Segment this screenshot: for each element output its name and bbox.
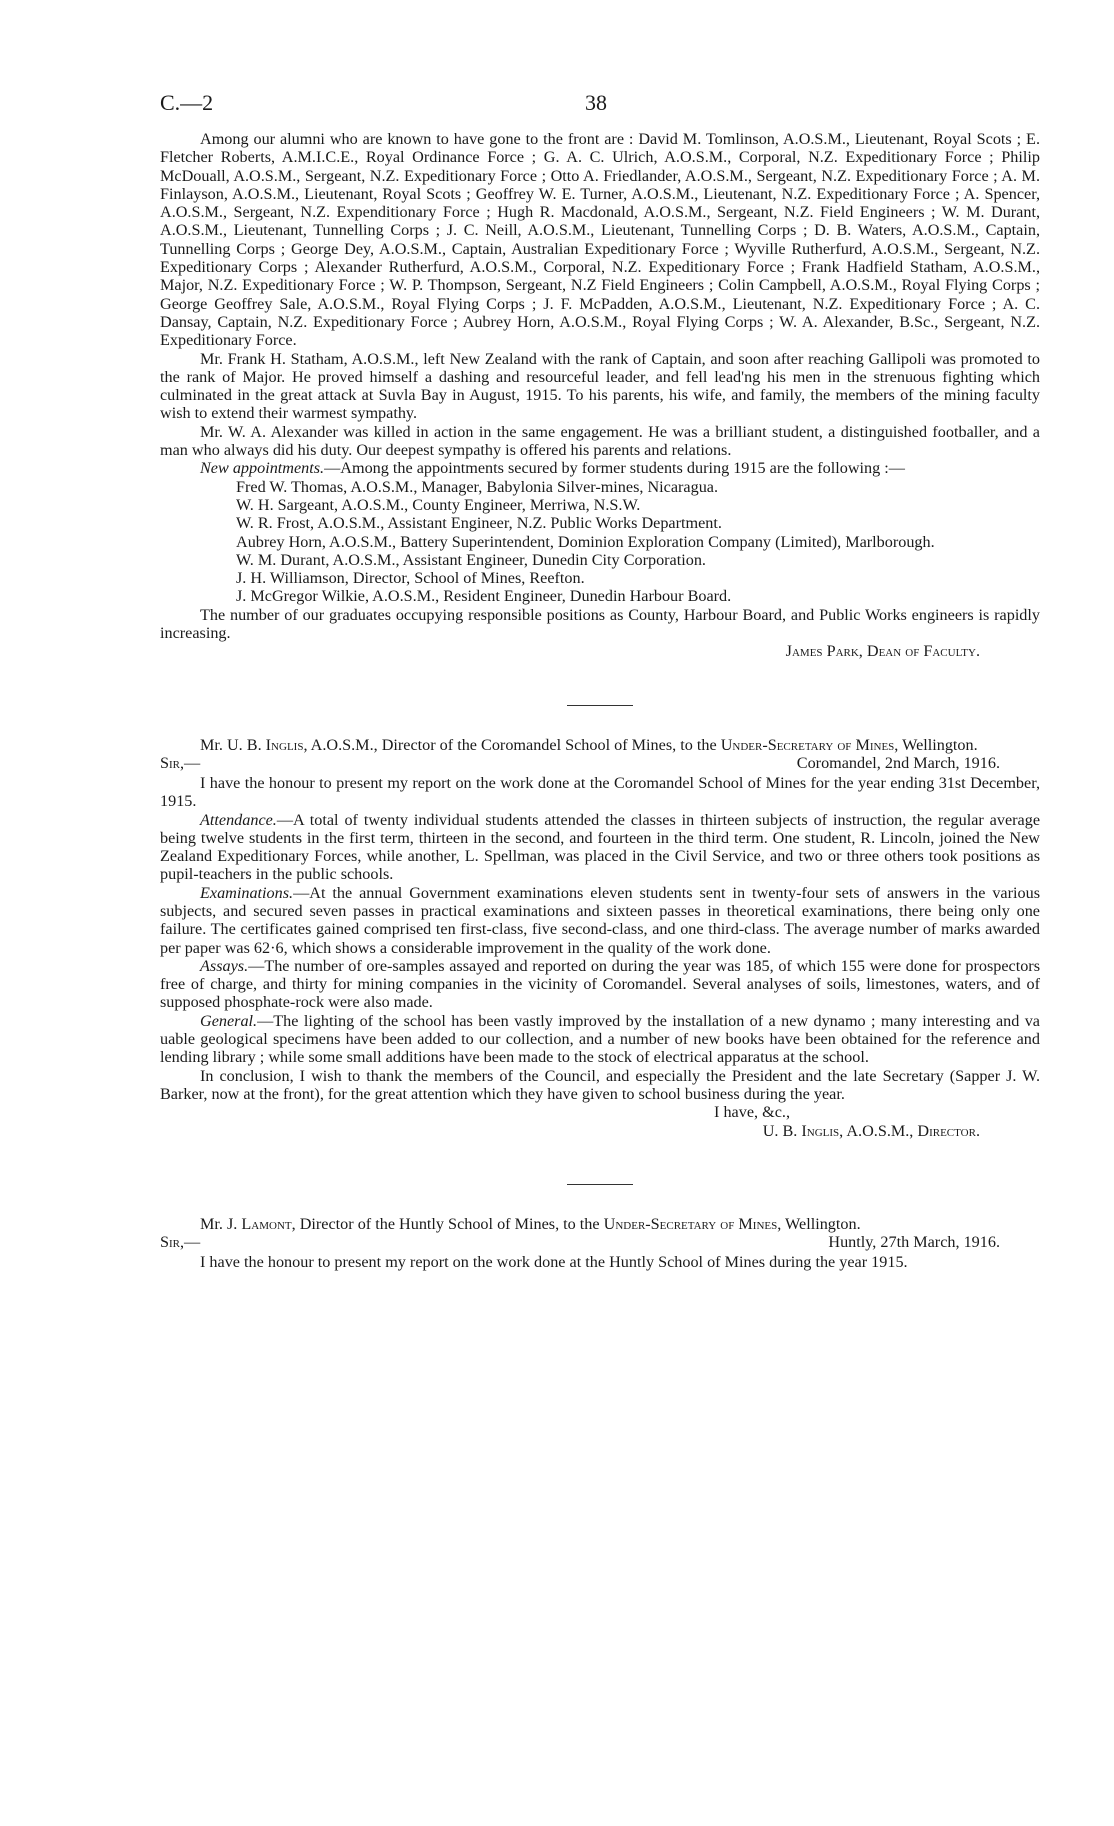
coromandel-address-mid: , A.O.S.M., Director of the Coromandel School of Mines, to the xyxy=(303,735,721,754)
attendance-heading: Attendance. xyxy=(200,810,277,829)
examinations-text: —At the annual Government examinations eleven students sent in twenty-four sets of answers in the various subjects, and secured seven passes in practical examinations and sixteen passes in theoretical examinations, there being only one failure. The certificates gained comprised ten first-class, five second-class, and one third-class. The average number of marks awarded per paper was 62·6, which shows a considerable improvement in the quality of the work done. xyxy=(160,883,1040,957)
coromandel-signature: U. B. Inglis, A.O.S.M., Director. xyxy=(762,1121,980,1140)
assays-paragraph xyxy=(160,957,1040,1012)
conclusion-paragraph: In conclusion, I wish to thank the members of the Council, and especially the President and the late Secretary (Sapper J. W. Barker, now at the front), for the great attention which they have given to school business during the year. xyxy=(160,1066,1040,1103)
huntly-salutation: Sir,— xyxy=(160,1233,201,1252)
huntly-address-pre: Mr. J. xyxy=(200,1214,242,1233)
general-paragraph xyxy=(160,1012,1040,1067)
examinations-heading: Examinations. xyxy=(200,883,294,902)
general-text: —The lighting of the school has been vastly improved by the installation of a new dynamo ; many interesting and va uable geological specimens have been added to our collection, and a number of new books have been obtained for the reference and lending library ; while some small additions have been made to the stock of electrical apparatus at the school. xyxy=(160,1011,1040,1067)
park-signature: James Park, Dean of Faculty. xyxy=(785,642,980,661)
list-item: W. R. Frost, A.O.S.M., Assistant Engineer, N.Z. Public Works Department. xyxy=(236,514,722,533)
coromandel-salutation: Sir,— xyxy=(160,753,201,772)
assays-heading: Assays. xyxy=(200,956,249,975)
list-item: J. McGregor Wilkie, A.O.S.M., Resident Engineer, Dunedin Harbour Board. xyxy=(236,587,732,606)
section-divider xyxy=(567,705,633,706)
huntly-address-mid: , Director of the Huntly School of Mines, to the xyxy=(291,1214,604,1233)
examinations-paragraph xyxy=(160,884,1040,957)
document-code: C.—2 xyxy=(160,90,214,115)
huntly-address-name: Lamont xyxy=(241,1214,292,1233)
document-page xyxy=(160,90,1040,1271)
list-item: W. M. Durant, A.O.S.M., Assistant Engineer, Dunedin City Corporation. xyxy=(236,550,706,569)
section-divider xyxy=(567,1184,633,1185)
coromandel-address-pre: Mr. U. B. xyxy=(200,735,266,754)
assays-text: —The number of ore-samples assayed and reported on during the year was 185, of which 155 were done for prospectors free of charge, and thirty for mining companies in the vicinity of Coromandel. Several analyses of soils, limestones, waters, and of supposed phosphate-rock were also made. xyxy=(160,956,1040,1012)
coromandel-address-name: Inglis xyxy=(265,735,304,754)
appointments-paragraph xyxy=(160,459,1040,477)
appointments-intro: —Among the appointments secured by former students during 1915 are the following :— xyxy=(324,459,905,478)
list-item: Aubrey Horn, A.O.S.M., Battery Superintendent, Dominion Exploration Company (Limited), Marlborough. xyxy=(236,532,935,551)
coromandel-closing: I have, &c., xyxy=(714,1103,790,1122)
alexander-paragraph: Mr. W. A. Alexander was killed in action in the same engagement. He was a brilliant student, a distinguished footballer, and a man who always did his duty. Our deepest sympathy is offered his parents and relations. xyxy=(160,422,1040,460)
huntly-intro: I have the honour to present my report on the work done at the Huntly School of Mines during the year 1915. xyxy=(200,1253,908,1272)
huntly-address-to: Under-Secretary of Mines xyxy=(603,1214,778,1233)
coromandel-address-to: Under-Secretary of Mines xyxy=(720,735,895,754)
graduates-paragraph: The number of our graduates occupying responsible positions as County, Harbour Board, and Public Works engineers is rapidly increasing. xyxy=(160,605,1040,643)
coromandel-intro: I have the honour to present my report on the work done at the Coromandel School of Mines for the year ending 31st December, 1915. xyxy=(160,773,1040,811)
appointments-heading: New appointments. xyxy=(200,459,325,478)
huntly-address xyxy=(160,1215,1040,1233)
huntly-salutation-line xyxy=(160,1233,1040,1253)
page-header xyxy=(160,90,1040,130)
huntly-date: Huntly, 27th March, 1916. xyxy=(828,1233,1000,1252)
coromandel-address xyxy=(160,736,1040,754)
coromandel-date: Coromandel, 2nd March, 1916. xyxy=(796,753,1000,772)
page-number: 38 xyxy=(585,90,607,115)
coromandel-salutation-line xyxy=(160,754,1040,774)
list-item: Fred W. Thomas, A.O.S.M., Manager, Babylonia Silver-mines, Nicaragua. xyxy=(236,477,719,496)
general-heading: General. xyxy=(200,1011,258,1030)
attendance-paragraph xyxy=(160,811,1040,884)
coromandel-address-post: , Wellington. xyxy=(894,735,978,754)
statham-paragraph: Mr. Frank H. Statham, A.O.S.M., left New Zealand with the rank of Captain, and soon after reaching Gallipoli was promoted to the rank of Major. He proved himself a dashing and resourceful leader, and fell lead'ng his men in the strenuous fighting which culminated in the great attack at Suvla Bay in August, 1915. To his parents, his wife, and family, the members of the mining faculty wish to extend their warmest sympathy. xyxy=(160,349,1040,423)
alumni-paragraph: Among our alumni who are known to have gone to the front are : David M. Tomlinson, A.O.S.M., Lieutenant, Royal Scots ; E. Fletcher Roberts, A.M.I.C.E., Royal Ordinance Force ; G. A. C. Ulrich, A.O.S.M., Corporal, N.Z. Expeditionary Force ; Philip McDouall, A.O.S.M., Sergeant, N.Z. Expeditionary Force ; Otto A. Friedlander, A.O.S.M., Sergeant, N.Z. Expeditionary Force ; A. M. Finlayson, A.O.S.M., Lieutenant, Royal Scots ; Geoffrey W. E. Turner, A.O.S.M., Lieutenant, N.Z. Expeditionary Force ; A. Spencer, A.O.S.M., Sergeant, N.Z. Expenditionary Force ; Hugh R. Macdonald, A.O.S.M., Sergeant, N.Z. Field Engineers ; W. M. Durant, A.O.S.M., Lieutenant, Tunnelling Corps ; J. C. Neill, A.O.S.M., Lieutenant, Tunnelling Corps ; D. B. Waters, A.O.S.M., Captain, Tunnelling Corps ; George Dey, A.O.S.M., Captain, Australian Expeditionary Force ; Wyville Rutherfurd, A.O.S.M., Sergeant, N.Z. Expeditionary Corps ; Alexander Rutherfurd, A.O.S.M., Corporal, N.Z. Expeditionary Force ; Frank Hadfield Statham, A.O.S.M., Major, N.Z. Expeditionary Force ; W. P. Thompson, Sergeant, N.Z Field Engineers ; Colin Campbell, A.O.S.M., Royal Flying Corps ; George Geoffrey Sale, A.O.S.M., Royal Flying Corps ; J. F. McPadden, A.O.S.M., Lieutenant, N.Z. Expeditionary Force ; A. C. Dansay, Captain, N.Z. Expeditionary Force ; Aubrey Horn, A.O.S.M., Royal Flying Corps ; W. A. Alexander, B.Sc., Sergeant, N.Z. Expeditionary Force. xyxy=(160,130,1040,350)
appointments-list xyxy=(236,478,1040,606)
list-item: W. H. Sargeant, A.O.S.M., County Engineer, Merriwa, N.S.W. xyxy=(236,495,641,514)
list-item: J. H. Williamson, Director, School of Mines, Reefton. xyxy=(236,569,585,588)
attendance-text: —A total of twenty individual students attended the classes in thirteen subjects of instruction, the regular average being twelve students in the first term, thirteen in the second, and fourteen in the third term. One student, R. Lincoln, joined the New Zealand Expeditionary Forces, while another, L. Spellman, was placed in the Civil Service, and two or three others took positions as pupil-teachers in the public schools. xyxy=(160,810,1040,884)
huntly-address-post: , Wellington. xyxy=(777,1214,861,1233)
